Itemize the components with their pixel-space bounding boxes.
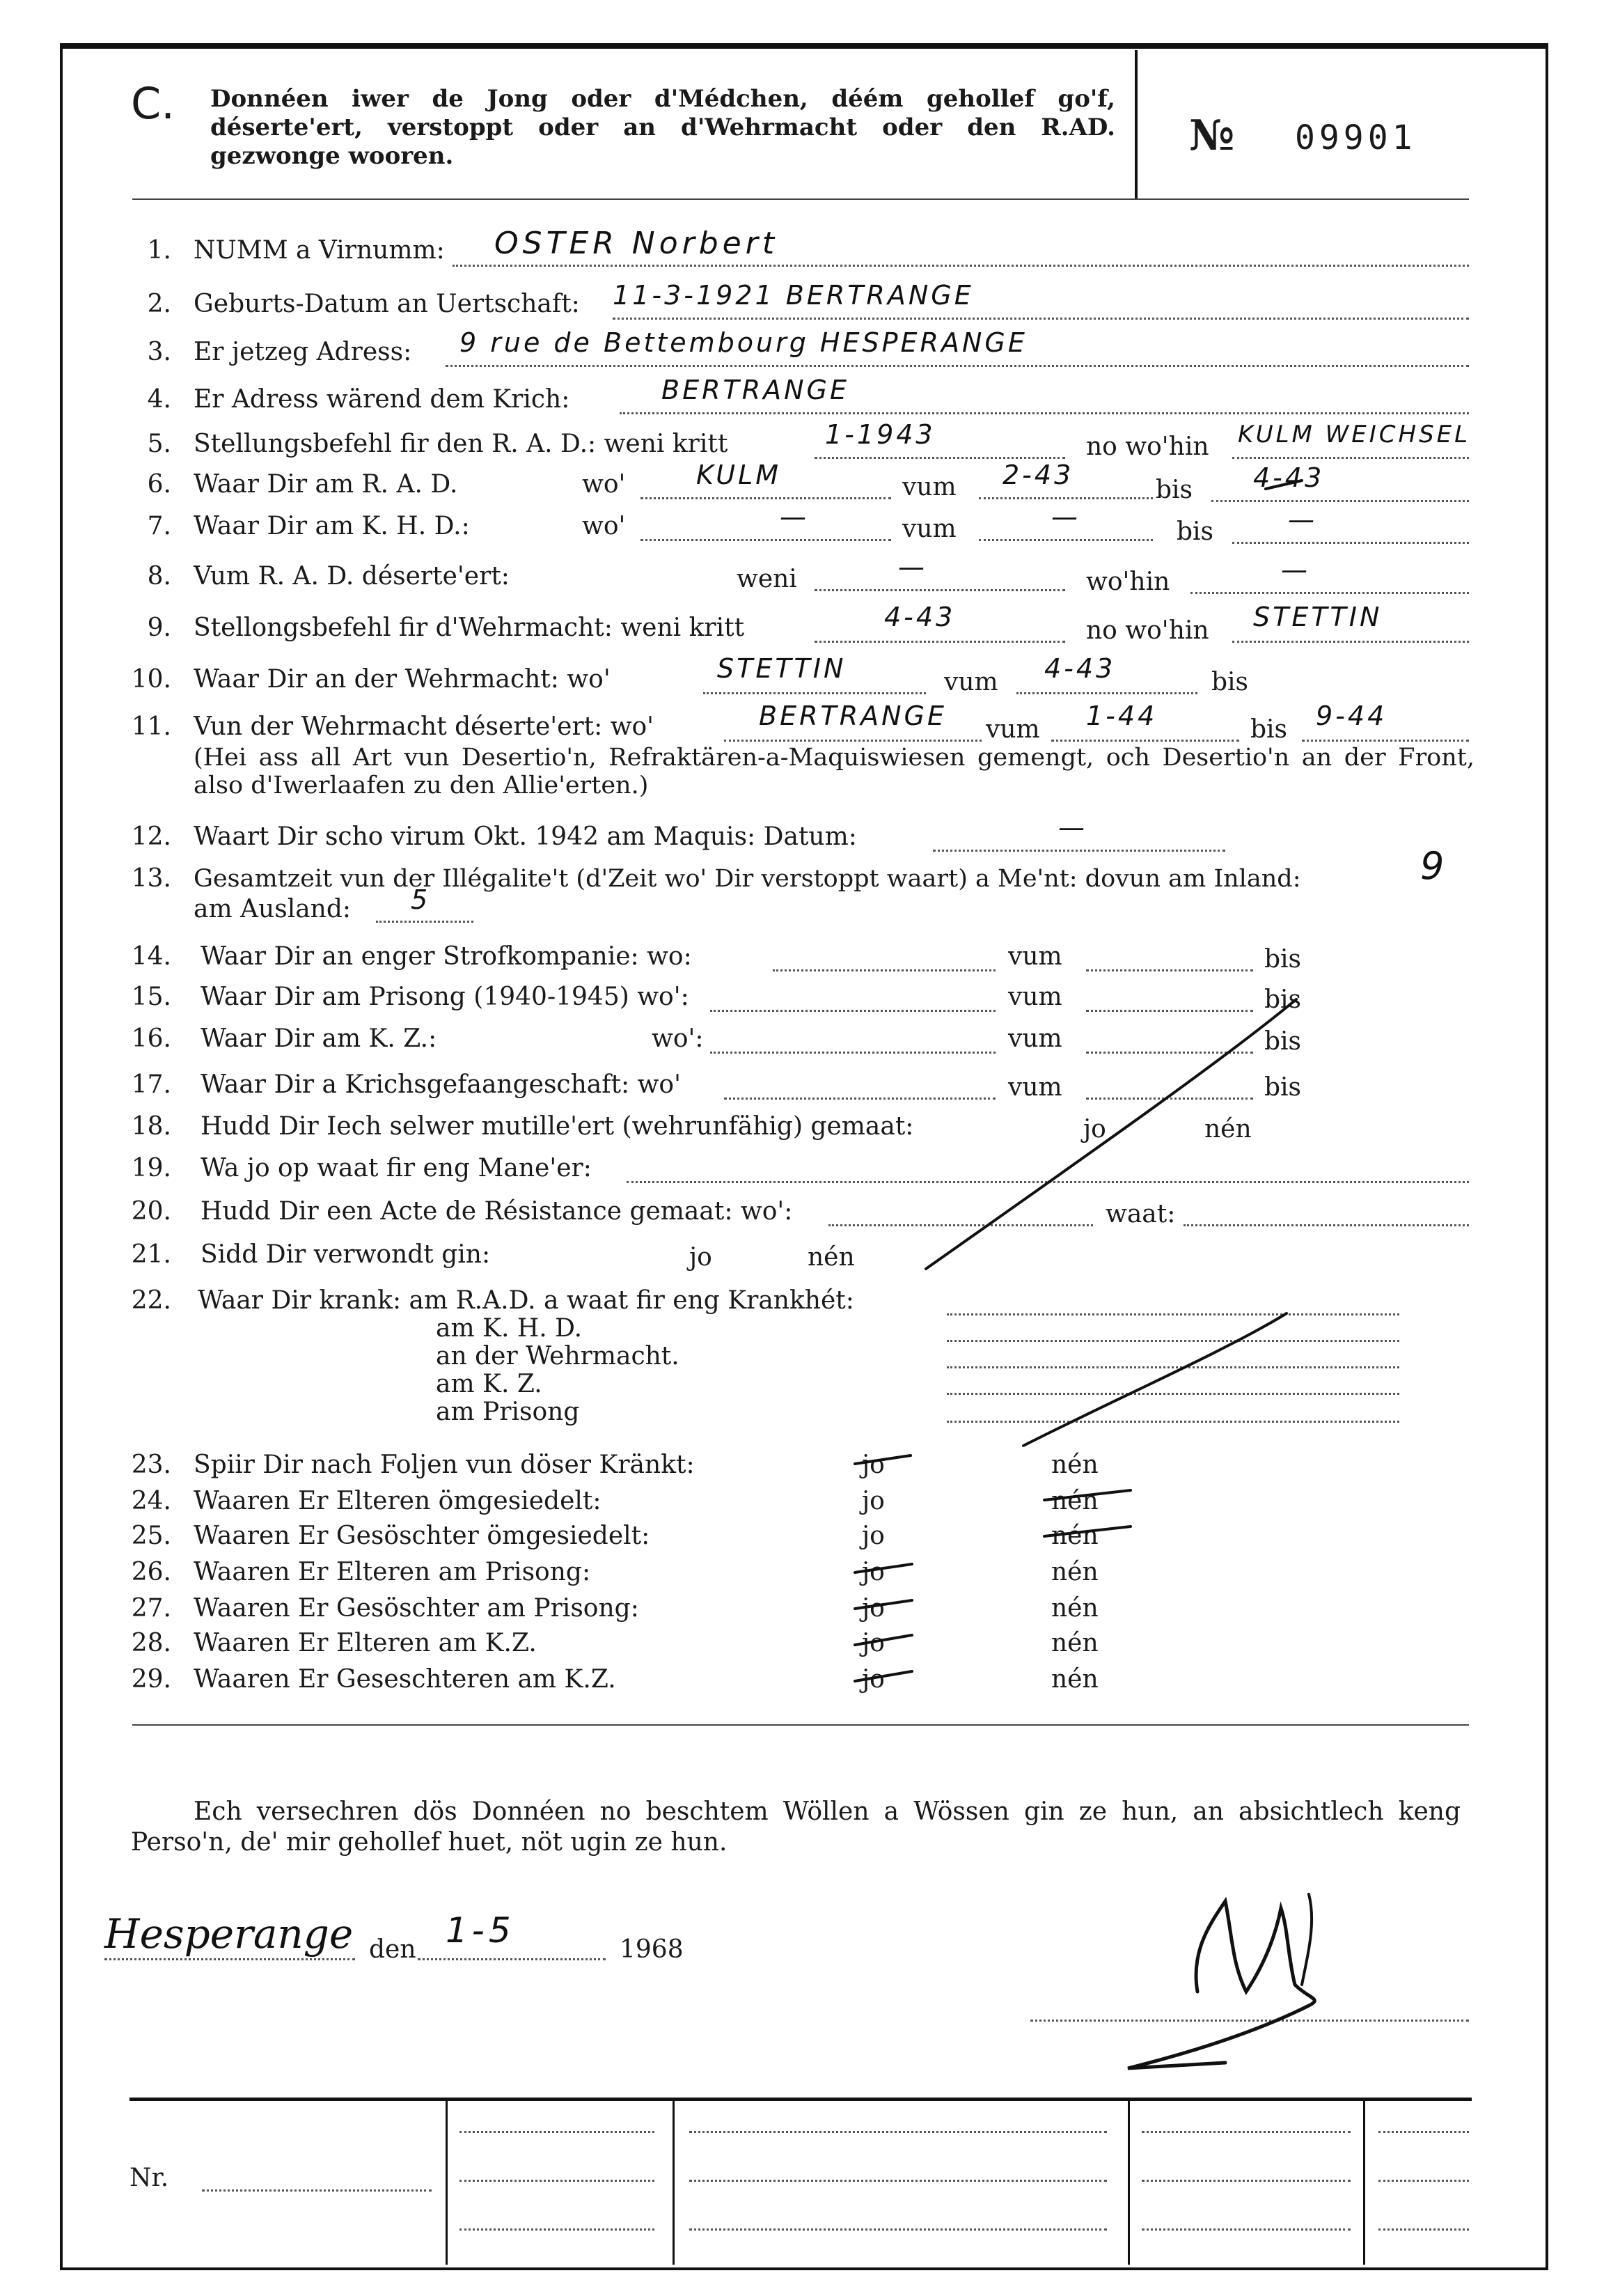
label-to: bis: [1264, 985, 1302, 1014]
strike-jo-28: [855, 1635, 912, 1645]
option-nen[interactable]: nén: [1051, 1487, 1099, 1515]
label-to: bis: [1177, 517, 1214, 546]
label-kz: Waar Dir am K. Z.:: [200, 1024, 437, 1053]
label-to: bis: [1264, 945, 1302, 974]
row-number: 14.: [131, 942, 171, 971]
row-number: 27.: [131, 1594, 171, 1623]
option-nen[interactable]: nén: [1051, 1665, 1099, 1694]
label-illegality: Gesamtzeit vun der Illégalite't (d'Zeit wo' Dir verstoppt waart) a Me'nt: dovun am Inland:: [194, 865, 1301, 893]
label-from: vum: [944, 668, 998, 696]
signature-place[interactable]: Hesperange: [104, 1910, 354, 1958]
strike-nen-25: [1044, 1526, 1131, 1536]
label-birth: Geburts-Datum an Uertschaft:: [194, 290, 580, 318]
row-number: 8.: [147, 562, 171, 591]
rad-where[interactable]: KULM: [696, 460, 782, 490]
strike-jo-23: [855, 1455, 911, 1464]
desertion-note: (Hei ass all Art vun Desertio'n, Refraktären-a-Maquiswiesen gemengt, och Desertio'n an der Front, also d'Iwerlaafen zu den Allie'erten.): [194, 744, 1475, 799]
row-number: 29.: [131, 1665, 171, 1694]
option-nen[interactable]: nén: [1051, 1558, 1099, 1586]
row-number: 19.: [131, 1154, 171, 1182]
row-number: 10.: [131, 665, 171, 694]
label-khd: Waar Dir am K. H. D.:: [194, 512, 470, 540]
maquis-date[interactable]: —: [1058, 812, 1087, 843]
row-number: 5.: [147, 430, 171, 458]
label-parents-kz: Waaren Er Elteren am K.Z.: [194, 1629, 537, 1657]
label-from: vum: [1008, 942, 1062, 971]
rad-from[interactable]: 2-43: [1002, 460, 1074, 490]
signature-year: 1968: [620, 1935, 684, 1964]
option-jo[interactable]: jo: [862, 1451, 885, 1479]
label-sick-prison: am Prisong: [436, 1398, 580, 1426]
row-number: 28.: [131, 1629, 171, 1657]
row-number: 21.: [131, 1240, 171, 1269]
declaration-text: Ech versechren dös Donnéen no beschtem Wöllen a Wössen gin ze hun, an absichtlech keng Perso'n, de' mir gehollef huet, nöt ugin ze hun.: [131, 1797, 1461, 1857]
strike-jo-29: [855, 1671, 912, 1681]
label-abroad: am Ausland:: [194, 895, 352, 923]
row-number: 24.: [131, 1487, 171, 1515]
option-nen[interactable]: nén: [1051, 1451, 1099, 1479]
signature-mark: [1302, 1894, 1312, 1985]
label-when: weni: [737, 565, 797, 593]
rad-deserted-when[interactable]: —: [898, 552, 927, 582]
form-number: 09901: [1295, 118, 1417, 157]
option-jo[interactable]: jo: [862, 1594, 885, 1623]
label-to: bis: [1264, 1073, 1302, 1102]
section-letter: C.: [131, 78, 175, 129]
label-resistance: Hudd Dir een Acte de Résistance gemaat: wo':: [200, 1197, 793, 1226]
option-jo[interactable]: jo: [862, 1558, 885, 1586]
wehrmacht-order-date[interactable]: 4-43: [884, 602, 956, 632]
label-name: NUMM a Virnumm:: [194, 236, 445, 265]
label-prison: Waar Dir am Prisong (1940-1945) wo':: [200, 983, 689, 1011]
label-parents-resettled: Waaren Er Elteren ömgesiedelt:: [194, 1487, 602, 1515]
label-self-mutilation: Hudd Dir Iech selwer mutille'ert (wehrunfähig) gemaat:: [200, 1112, 914, 1141]
label-whither: no wo'hin: [1086, 432, 1209, 461]
row-number: 22.: [131, 1286, 171, 1315]
war-address-value[interactable]: BERTRANGE: [661, 375, 849, 405]
label-from: vum: [1008, 1073, 1062, 1102]
label-pow: Waar Dir a Krichsgefaangeschaft: wo': [200, 1070, 681, 1099]
strike-nen-24: [1044, 1490, 1131, 1500]
row-number: 3.: [147, 338, 171, 366]
birth-value[interactable]: 11-3-1921 BERTRANGE: [613, 280, 974, 311]
label-from: vum: [1008, 983, 1062, 1011]
row-number: 23.: [131, 1451, 171, 1479]
deserted-where[interactable]: BERTRANGE: [759, 701, 947, 731]
option-jo[interactable]: jo: [862, 1665, 885, 1694]
wehrmacht-from[interactable]: 4-43: [1044, 653, 1116, 684]
row-number: 15.: [131, 983, 171, 1011]
label-after-effects: Spiir Dir nach Foljen vun döser Kränkt:: [194, 1451, 695, 1479]
cancel-stroke-upper: [926, 999, 1296, 1269]
label-wehrmacht: Waar Dir an der Wehrmacht: wo': [194, 665, 611, 694]
address-value[interactable]: 9 rue de Bettembourg HESPERANGE: [459, 327, 1028, 358]
cancel-stroke-lower: [1023, 1313, 1287, 1446]
row-number: 20.: [131, 1197, 171, 1226]
label-war-address: Er Adress wärend dem Krich:: [194, 385, 570, 414]
row-number: 12.: [131, 822, 171, 851]
option-jo[interactable]: jo: [862, 1522, 885, 1550]
label-to: bis: [1250, 715, 1288, 744]
label-den: den: [369, 1935, 416, 1964]
option-nen[interactable]: nén: [1051, 1629, 1099, 1657]
row-number: 25.: [131, 1522, 171, 1550]
label-parents-prison: Waaren Er Elteren am Prisong:: [194, 1558, 591, 1586]
label-what: waat:: [1106, 1200, 1176, 1228]
rad-deserted-whither[interactable]: —: [1281, 554, 1310, 585]
label-sick-kz: am K. Z.: [436, 1370, 542, 1398]
label-punishment-company: Waar Dir an enger Strofkompanie: wo:: [200, 942, 692, 971]
row-number: 9.: [147, 614, 171, 642]
name-value[interactable]: OSTER Norbert: [494, 226, 779, 261]
option-nen[interactable]: nén: [1204, 1115, 1252, 1143]
rad-whither[interactable]: KULM WEICHSEL: [1238, 421, 1471, 448]
option-nen[interactable]: nén: [1051, 1522, 1099, 1550]
label-from: vum: [986, 715, 1040, 744]
row-number: 17.: [131, 1070, 171, 1099]
label-siblings-prison: Waaren Er Gesöschter am Prisong:: [194, 1594, 639, 1623]
deserted-to[interactable]: 9-44: [1316, 701, 1387, 731]
option-nen[interactable]: nén: [808, 1243, 855, 1272]
row-number: 16.: [131, 1024, 171, 1053]
inland-months[interactable]: 9: [1420, 844, 1449, 888]
rad-order-date[interactable]: 1-1943: [825, 419, 936, 450]
section-title: Donnéen iwer de Jong oder d'Médchen, déém gehollef go'f, déserte'ert, verstoppt oder an d'Wehrmacht oder den R.AD. gezwonge wooren.: [210, 85, 1115, 170]
label-maquis: Waart Dir scho virum Okt. 1942 am Maquis: Datum:: [194, 822, 857, 851]
label-rad-order: Stellungsbefehl fir den R. A. D.: weni kritt: [194, 430, 728, 458]
label-where: wo': [582, 512, 626, 540]
row-number: 1.: [147, 236, 171, 265]
khd-to[interactable]: —: [1288, 504, 1317, 535]
rad-to[interactable]: 4-43: [1253, 462, 1325, 493]
label-sick-wehrmacht: an der Wehrmacht.: [436, 1342, 679, 1370]
label-siblings-resettled: Waaren Er Gesöschter ömgesiedelt:: [194, 1522, 650, 1550]
label-sick-khd: am K. H. D.: [436, 1314, 583, 1343]
option-jo[interactable]: jo: [1083, 1115, 1106, 1143]
label-wounded: Sidd Dir verwondt gin:: [200, 1240, 491, 1269]
abroad-months[interactable]: 5: [411, 884, 431, 915]
strike-rad-to: [1266, 481, 1302, 489]
option-jo[interactable]: jo: [862, 1487, 885, 1515]
strike-jo-27: [855, 1600, 912, 1609]
label-where: wo':: [652, 1024, 704, 1053]
nr-label: Nr.: [129, 2164, 169, 2192]
label-from: vum: [1008, 1024, 1062, 1053]
label-to: bis: [1211, 668, 1249, 696]
wehrmacht-where[interactable]: STETTIN: [717, 653, 847, 684]
row-number: 26.: [131, 1558, 171, 1586]
row-number: 18.: [131, 1112, 171, 1141]
row-number: 4.: [147, 385, 171, 414]
label-deserted: Vun der Wehrmacht déserte'ert: wo': [194, 712, 654, 741]
label-address: Er jetzeg Adress:: [194, 338, 412, 366]
label-to: bis: [1264, 1027, 1302, 1056]
wehrmacht-whither[interactable]: STETTIN: [1253, 602, 1383, 632]
label-whither: wo'hin: [1086, 568, 1170, 596]
label-rad-deserted: Vum R. A. D. déserte'ert:: [194, 562, 510, 591]
row-number: 6.: [147, 470, 171, 499]
label-wehrmacht-order: Stellongsbefehl fir d'Wehrmacht: weni kritt: [194, 614, 745, 642]
deserted-from[interactable]: 1-44: [1086, 701, 1158, 731]
khd-where[interactable]: —: [780, 501, 809, 532]
label-manner: Wa jo op waat fir eng Mane'er:: [200, 1154, 592, 1182]
label-from: vum: [902, 473, 957, 501]
number-symbol: №: [1189, 111, 1235, 160]
label-rad: Waar Dir am R. A. D.: [194, 470, 458, 499]
row-number: 13.: [131, 864, 171, 893]
signature-mark: [1128, 1901, 1314, 2068]
signature-date[interactable]: 1-5: [446, 1910, 515, 1951]
label-whither: no wo'hin: [1086, 616, 1209, 645]
row-number: 7.: [147, 512, 171, 540]
khd-from[interactable]: —: [1051, 501, 1080, 532]
option-jo[interactable]: jo: [862, 1629, 885, 1657]
option-jo[interactable]: jo: [689, 1243, 712, 1272]
option-nen[interactable]: nén: [1051, 1594, 1099, 1623]
label-siblings-kz: Waaren Er Geseschteren am K.Z.: [194, 1665, 616, 1694]
label-sick: Waar Dir krank: am R.A.D. a waat fir eng Krankhét:: [198, 1286, 854, 1315]
row-number: 11.: [131, 712, 171, 741]
label-to: bis: [1156, 476, 1193, 504]
row-number: 2.: [147, 290, 171, 318]
label-where: wo': [582, 470, 626, 499]
strike-jo-26: [855, 1564, 912, 1572]
label-from: vum: [902, 515, 957, 543]
